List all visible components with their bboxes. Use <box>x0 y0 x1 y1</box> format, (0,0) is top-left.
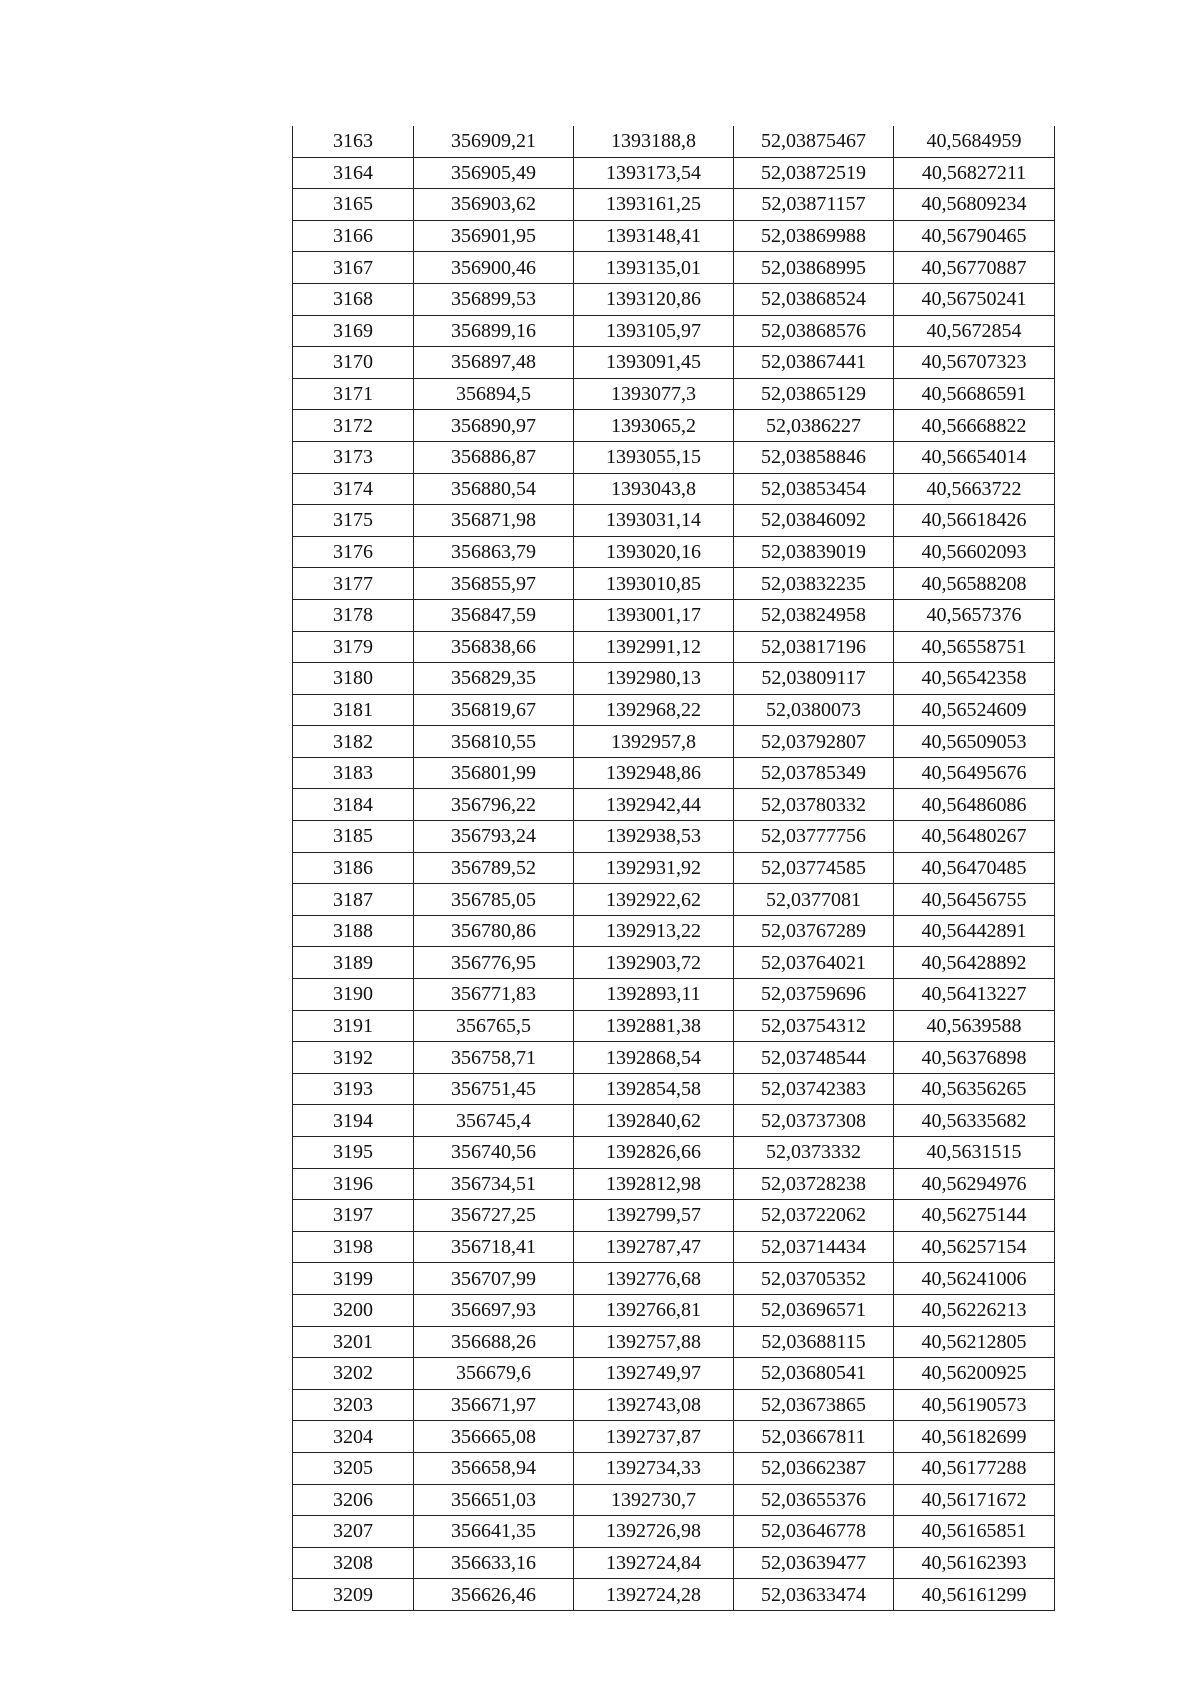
latitude-cell: 52,03680541 <box>734 1358 894 1390</box>
table-row <box>293 852 1055 884</box>
latitude-cell: 52,03869988 <box>734 220 894 252</box>
point-number-cell: 3180 <box>293 663 414 695</box>
x-coordinate-cell: 356909,21 <box>414 126 574 157</box>
table-row <box>293 473 1055 505</box>
table-row <box>293 915 1055 947</box>
table-row <box>293 410 1055 442</box>
longitude-cell: 40,56171672 <box>894 1484 1055 1516</box>
table-row <box>293 1231 1055 1263</box>
latitude-cell: 52,03639477 <box>734 1547 894 1579</box>
y-coordinate-cell: 1392922,62 <box>574 884 734 916</box>
latitude-cell: 52,03846092 <box>734 505 894 537</box>
x-coordinate-cell: 356903,62 <box>414 189 574 221</box>
longitude-cell: 40,56182699 <box>894 1421 1055 1453</box>
y-coordinate-cell: 1392868,54 <box>574 1042 734 1074</box>
latitude-cell: 52,03867441 <box>734 347 894 379</box>
x-coordinate-cell: 356894,5 <box>414 378 574 410</box>
y-coordinate-cell: 1392938,53 <box>574 821 734 853</box>
longitude-cell: 40,56686591 <box>894 378 1055 410</box>
table-row <box>293 1168 1055 1200</box>
y-coordinate-cell: 1392942,44 <box>574 789 734 821</box>
x-coordinate-cell: 356838,66 <box>414 631 574 663</box>
point-number-cell: 3176 <box>293 536 414 568</box>
x-coordinate-cell: 356801,99 <box>414 757 574 789</box>
y-coordinate-cell: 1393161,25 <box>574 189 734 221</box>
latitude-cell: 52,0380073 <box>734 694 894 726</box>
longitude-cell: 40,56790465 <box>894 220 1055 252</box>
latitude-cell: 52,03777756 <box>734 821 894 853</box>
longitude-cell: 40,56480267 <box>894 821 1055 853</box>
point-number-cell: 3199 <box>293 1263 414 1295</box>
longitude-cell: 40,56177288 <box>894 1452 1055 1484</box>
point-number-cell: 3172 <box>293 410 414 442</box>
y-coordinate-cell: 1393135,01 <box>574 252 734 284</box>
x-coordinate-cell: 356671,97 <box>414 1389 574 1421</box>
x-coordinate-cell: 356890,97 <box>414 410 574 442</box>
x-coordinate-cell: 356665,08 <box>414 1421 574 1453</box>
point-number-cell: 3173 <box>293 441 414 473</box>
y-coordinate-cell: 1393055,15 <box>574 441 734 473</box>
longitude-cell: 40,56486086 <box>894 789 1055 821</box>
point-number-cell: 3164 <box>293 157 414 189</box>
y-coordinate-cell: 1392931,92 <box>574 852 734 884</box>
point-number-cell: 3190 <box>293 979 414 1011</box>
x-coordinate-cell: 356780,86 <box>414 915 574 947</box>
x-coordinate-cell: 356688,26 <box>414 1326 574 1358</box>
point-number-cell: 3174 <box>293 473 414 505</box>
table-row <box>293 789 1055 821</box>
longitude-cell: 40,56212805 <box>894 1326 1055 1358</box>
point-number-cell: 3202 <box>293 1358 414 1390</box>
x-coordinate-cell: 356740,56 <box>414 1137 574 1169</box>
longitude-cell: 40,56654014 <box>894 441 1055 473</box>
table-row <box>293 757 1055 789</box>
longitude-cell: 40,56495676 <box>894 757 1055 789</box>
y-coordinate-cell: 1393173,54 <box>574 157 734 189</box>
latitude-cell: 52,03728238 <box>734 1168 894 1200</box>
longitude-cell: 40,5631515 <box>894 1137 1055 1169</box>
latitude-cell: 52,03705352 <box>734 1263 894 1295</box>
point-number-cell: 3195 <box>293 1137 414 1169</box>
point-number-cell: 3163 <box>293 126 414 157</box>
longitude-cell: 40,56294976 <box>894 1168 1055 1200</box>
table-row <box>293 126 1055 157</box>
point-number-cell: 3188 <box>293 915 414 947</box>
longitude-cell: 40,56707323 <box>894 347 1055 379</box>
y-coordinate-cell: 1392737,87 <box>574 1421 734 1453</box>
y-coordinate-cell: 1392881,38 <box>574 1010 734 1042</box>
x-coordinate-cell: 356776,95 <box>414 947 574 979</box>
point-number-cell: 3183 <box>293 757 414 789</box>
table-row <box>293 663 1055 695</box>
table-row <box>293 378 1055 410</box>
point-number-cell: 3200 <box>293 1294 414 1326</box>
latitude-cell: 52,03667811 <box>734 1421 894 1453</box>
x-coordinate-cell: 356899,16 <box>414 315 574 347</box>
latitude-cell: 52,03868524 <box>734 283 894 315</box>
point-number-cell: 3205 <box>293 1452 414 1484</box>
x-coordinate-cell: 356796,22 <box>414 789 574 821</box>
point-number-cell: 3182 <box>293 726 414 758</box>
y-coordinate-cell: 1392776,68 <box>574 1263 734 1295</box>
x-coordinate-cell: 356829,35 <box>414 663 574 695</box>
x-coordinate-cell: 356810,55 <box>414 726 574 758</box>
y-coordinate-cell: 1392991,12 <box>574 631 734 663</box>
point-number-cell: 3193 <box>293 1073 414 1105</box>
x-coordinate-cell: 356793,24 <box>414 821 574 853</box>
point-number-cell: 3167 <box>293 252 414 284</box>
y-coordinate-cell: 1392724,84 <box>574 1547 734 1579</box>
longitude-cell: 40,56275144 <box>894 1200 1055 1232</box>
longitude-cell: 40,56668822 <box>894 410 1055 442</box>
table-row <box>293 1452 1055 1484</box>
y-coordinate-cell: 1392893,11 <box>574 979 734 1011</box>
y-coordinate-cell: 1392854,58 <box>574 1073 734 1105</box>
table-row <box>293 1579 1055 1611</box>
x-coordinate-cell: 356707,99 <box>414 1263 574 1295</box>
y-coordinate-cell: 1392743,08 <box>574 1389 734 1421</box>
x-coordinate-cell: 356727,25 <box>414 1200 574 1232</box>
point-number-cell: 3177 <box>293 568 414 600</box>
longitude-cell: 40,56356265 <box>894 1073 1055 1105</box>
latitude-cell: 52,03868995 <box>734 252 894 284</box>
latitude-cell: 52,03646778 <box>734 1516 894 1548</box>
longitude-cell: 40,56558751 <box>894 631 1055 663</box>
y-coordinate-cell: 1392726,98 <box>574 1516 734 1548</box>
latitude-cell: 52,03722062 <box>734 1200 894 1232</box>
y-coordinate-cell: 1393001,17 <box>574 599 734 631</box>
point-number-cell: 3169 <box>293 315 414 347</box>
longitude-cell: 40,56770887 <box>894 252 1055 284</box>
coordinate-table <box>292 126 1055 1611</box>
x-coordinate-cell: 356651,03 <box>414 1484 574 1516</box>
point-number-cell: 3194 <box>293 1105 414 1137</box>
point-number-cell: 3196 <box>293 1168 414 1200</box>
point-number-cell: 3186 <box>293 852 414 884</box>
latitude-cell: 52,03748544 <box>734 1042 894 1074</box>
point-number-cell: 3185 <box>293 821 414 853</box>
latitude-cell: 52,03824958 <box>734 599 894 631</box>
y-coordinate-cell: 1392903,72 <box>574 947 734 979</box>
table-row <box>293 283 1055 315</box>
y-coordinate-cell: 1392826,66 <box>574 1137 734 1169</box>
latitude-cell: 52,03868576 <box>734 315 894 347</box>
y-coordinate-cell: 1392757,88 <box>574 1326 734 1358</box>
coordinate-table-body <box>293 126 1055 1610</box>
point-number-cell: 3198 <box>293 1231 414 1263</box>
point-number-cell: 3175 <box>293 505 414 537</box>
table-row <box>293 1200 1055 1232</box>
y-coordinate-cell: 1393120,86 <box>574 283 734 315</box>
point-number-cell: 3184 <box>293 789 414 821</box>
point-number-cell: 3203 <box>293 1389 414 1421</box>
point-number-cell: 3170 <box>293 347 414 379</box>
longitude-cell: 40,56602093 <box>894 536 1055 568</box>
latitude-cell: 52,03875467 <box>734 126 894 157</box>
longitude-cell: 40,56809234 <box>894 189 1055 221</box>
latitude-cell: 52,03853454 <box>734 473 894 505</box>
table-row <box>293 1042 1055 1074</box>
y-coordinate-cell: 1392799,57 <box>574 1200 734 1232</box>
table-row <box>293 947 1055 979</box>
point-number-cell: 3171 <box>293 378 414 410</box>
x-coordinate-cell: 356697,93 <box>414 1294 574 1326</box>
y-coordinate-cell: 1393043,8 <box>574 473 734 505</box>
longitude-cell: 40,56165851 <box>894 1516 1055 1548</box>
x-coordinate-cell: 356626,46 <box>414 1579 574 1611</box>
latitude-cell: 52,03673865 <box>734 1389 894 1421</box>
latitude-cell: 52,03872519 <box>734 157 894 189</box>
longitude-cell: 40,56470485 <box>894 852 1055 884</box>
y-coordinate-cell: 1392734,33 <box>574 1452 734 1484</box>
y-coordinate-cell: 1392812,98 <box>574 1168 734 1200</box>
table-row <box>293 694 1055 726</box>
point-number-cell: 3192 <box>293 1042 414 1074</box>
x-coordinate-cell: 356900,46 <box>414 252 574 284</box>
latitude-cell: 52,03633474 <box>734 1579 894 1611</box>
latitude-cell: 52,03780332 <box>734 789 894 821</box>
table-row <box>293 252 1055 284</box>
latitude-cell: 52,03832235 <box>734 568 894 600</box>
longitude-cell: 40,56509053 <box>894 726 1055 758</box>
longitude-cell: 40,56376898 <box>894 1042 1055 1074</box>
table-row <box>293 599 1055 631</box>
x-coordinate-cell: 356641,35 <box>414 1516 574 1548</box>
longitude-cell: 40,56542358 <box>894 663 1055 695</box>
latitude-cell: 52,0386227 <box>734 410 894 442</box>
point-number-cell: 3179 <box>293 631 414 663</box>
longitude-cell: 40,56161299 <box>894 1579 1055 1611</box>
latitude-cell: 52,03759696 <box>734 979 894 1011</box>
x-coordinate-cell: 356871,98 <box>414 505 574 537</box>
table-row <box>293 1105 1055 1137</box>
point-number-cell: 3208 <box>293 1547 414 1579</box>
table-row <box>293 189 1055 221</box>
y-coordinate-cell: 1393020,16 <box>574 536 734 568</box>
y-coordinate-cell: 1392840,62 <box>574 1105 734 1137</box>
table-row <box>293 1358 1055 1390</box>
table-row <box>293 315 1055 347</box>
y-coordinate-cell: 1392787,47 <box>574 1231 734 1263</box>
table-row <box>293 568 1055 600</box>
y-coordinate-cell: 1392980,13 <box>574 663 734 695</box>
longitude-cell: 40,56226213 <box>894 1294 1055 1326</box>
table-row <box>293 1326 1055 1358</box>
point-number-cell: 3165 <box>293 189 414 221</box>
x-coordinate-cell: 356899,53 <box>414 283 574 315</box>
longitude-cell: 40,5672854 <box>894 315 1055 347</box>
latitude-cell: 52,03696571 <box>734 1294 894 1326</box>
table-row <box>293 1263 1055 1295</box>
table-row <box>293 821 1055 853</box>
table-row <box>293 631 1055 663</box>
y-coordinate-cell: 1392730,7 <box>574 1484 734 1516</box>
y-coordinate-cell: 1393105,97 <box>574 315 734 347</box>
y-coordinate-cell: 1393148,41 <box>574 220 734 252</box>
point-number-cell: 3166 <box>293 220 414 252</box>
point-number-cell: 3189 <box>293 947 414 979</box>
table-row <box>293 1294 1055 1326</box>
latitude-cell: 52,03767289 <box>734 915 894 947</box>
point-number-cell: 3178 <box>293 599 414 631</box>
table-row <box>293 220 1055 252</box>
latitude-cell: 52,03858846 <box>734 441 894 473</box>
longitude-cell: 40,5684959 <box>894 126 1055 157</box>
longitude-cell: 40,56827211 <box>894 157 1055 189</box>
latitude-cell: 52,03655376 <box>734 1484 894 1516</box>
table-row <box>293 1389 1055 1421</box>
latitude-cell: 52,03737308 <box>734 1105 894 1137</box>
table-row <box>293 505 1055 537</box>
y-coordinate-cell: 1392724,28 <box>574 1579 734 1611</box>
y-coordinate-cell: 1393065,2 <box>574 410 734 442</box>
longitude-cell: 40,56257154 <box>894 1231 1055 1263</box>
longitude-cell: 40,56200925 <box>894 1358 1055 1390</box>
longitude-cell: 40,56618426 <box>894 505 1055 537</box>
table-row <box>293 1547 1055 1579</box>
latitude-cell: 52,03774585 <box>734 852 894 884</box>
table-row <box>293 441 1055 473</box>
x-coordinate-cell: 356679,6 <box>414 1358 574 1390</box>
latitude-cell: 52,03662387 <box>734 1452 894 1484</box>
x-coordinate-cell: 356880,54 <box>414 473 574 505</box>
latitude-cell: 52,03871157 <box>734 189 894 221</box>
latitude-cell: 52,03817196 <box>734 631 894 663</box>
longitude-cell: 40,56190573 <box>894 1389 1055 1421</box>
latitude-cell: 52,03742383 <box>734 1073 894 1105</box>
latitude-cell: 52,03792807 <box>734 726 894 758</box>
y-coordinate-cell: 1392957,8 <box>574 726 734 758</box>
longitude-cell: 40,5639588 <box>894 1010 1055 1042</box>
x-coordinate-cell: 356751,45 <box>414 1073 574 1105</box>
y-coordinate-cell: 1392913,22 <box>574 915 734 947</box>
table-row <box>293 979 1055 1011</box>
x-coordinate-cell: 356819,67 <box>414 694 574 726</box>
latitude-cell: 52,03754312 <box>734 1010 894 1042</box>
longitude-cell: 40,56413227 <box>894 979 1055 1011</box>
longitude-cell: 40,56428892 <box>894 947 1055 979</box>
latitude-cell: 52,03688115 <box>734 1326 894 1358</box>
table-row <box>293 1073 1055 1105</box>
x-coordinate-cell: 356789,52 <box>414 852 574 884</box>
latitude-cell: 52,03785349 <box>734 757 894 789</box>
latitude-cell: 52,0377081 <box>734 884 894 916</box>
point-number-cell: 3191 <box>293 1010 414 1042</box>
x-coordinate-cell: 356745,4 <box>414 1105 574 1137</box>
x-coordinate-cell: 356734,51 <box>414 1168 574 1200</box>
x-coordinate-cell: 356718,41 <box>414 1231 574 1263</box>
point-number-cell: 3168 <box>293 283 414 315</box>
y-coordinate-cell: 1393010,85 <box>574 568 734 600</box>
longitude-cell: 40,56750241 <box>894 283 1055 315</box>
longitude-cell: 40,56241006 <box>894 1263 1055 1295</box>
y-coordinate-cell: 1392948,86 <box>574 757 734 789</box>
x-coordinate-cell: 356905,49 <box>414 157 574 189</box>
y-coordinate-cell: 1392766,81 <box>574 1294 734 1326</box>
latitude-cell: 52,03714434 <box>734 1231 894 1263</box>
point-number-cell: 3204 <box>293 1421 414 1453</box>
point-number-cell: 3201 <box>293 1326 414 1358</box>
y-coordinate-cell: 1393188,8 <box>574 126 734 157</box>
x-coordinate-cell: 356897,48 <box>414 347 574 379</box>
x-coordinate-cell: 356855,97 <box>414 568 574 600</box>
point-number-cell: 3207 <box>293 1516 414 1548</box>
x-coordinate-cell: 356785,05 <box>414 884 574 916</box>
y-coordinate-cell: 1392968,22 <box>574 694 734 726</box>
point-number-cell: 3206 <box>293 1484 414 1516</box>
y-coordinate-cell: 1392749,97 <box>574 1358 734 1390</box>
x-coordinate-cell: 356633,16 <box>414 1547 574 1579</box>
point-number-cell: 3187 <box>293 884 414 916</box>
table-row <box>293 536 1055 568</box>
x-coordinate-cell: 356901,95 <box>414 220 574 252</box>
y-coordinate-cell: 1393031,14 <box>574 505 734 537</box>
longitude-cell: 40,5657376 <box>894 599 1055 631</box>
x-coordinate-cell: 356863,79 <box>414 536 574 568</box>
x-coordinate-cell: 356758,71 <box>414 1042 574 1074</box>
y-coordinate-cell: 1393077,3 <box>574 378 734 410</box>
longitude-cell: 40,5663722 <box>894 473 1055 505</box>
longitude-cell: 40,56162393 <box>894 1547 1055 1579</box>
longitude-cell: 40,56442891 <box>894 915 1055 947</box>
table-row <box>293 884 1055 916</box>
x-coordinate-cell: 356847,59 <box>414 599 574 631</box>
longitude-cell: 40,56524609 <box>894 694 1055 726</box>
longitude-cell: 40,56456755 <box>894 884 1055 916</box>
table-row <box>293 1516 1055 1548</box>
table-row <box>293 1484 1055 1516</box>
longitude-cell: 40,56588208 <box>894 568 1055 600</box>
x-coordinate-cell: 356771,83 <box>414 979 574 1011</box>
table-row <box>293 726 1055 758</box>
table-row <box>293 1010 1055 1042</box>
point-number-cell: 3181 <box>293 694 414 726</box>
x-coordinate-cell: 356886,87 <box>414 441 574 473</box>
y-coordinate-cell: 1393091,45 <box>574 347 734 379</box>
longitude-cell: 40,56335682 <box>894 1105 1055 1137</box>
x-coordinate-cell: 356765,5 <box>414 1010 574 1042</box>
latitude-cell: 52,0373332 <box>734 1137 894 1169</box>
latitude-cell: 52,03839019 <box>734 536 894 568</box>
table-row <box>293 1137 1055 1169</box>
latitude-cell: 52,03865129 <box>734 378 894 410</box>
table-row <box>293 347 1055 379</box>
point-number-cell: 3197 <box>293 1200 414 1232</box>
latitude-cell: 52,03764021 <box>734 947 894 979</box>
point-number-cell: 3209 <box>293 1579 414 1611</box>
table-row <box>293 1421 1055 1453</box>
table-row <box>293 157 1055 189</box>
x-coordinate-cell: 356658,94 <box>414 1452 574 1484</box>
latitude-cell: 52,03809117 <box>734 663 894 695</box>
